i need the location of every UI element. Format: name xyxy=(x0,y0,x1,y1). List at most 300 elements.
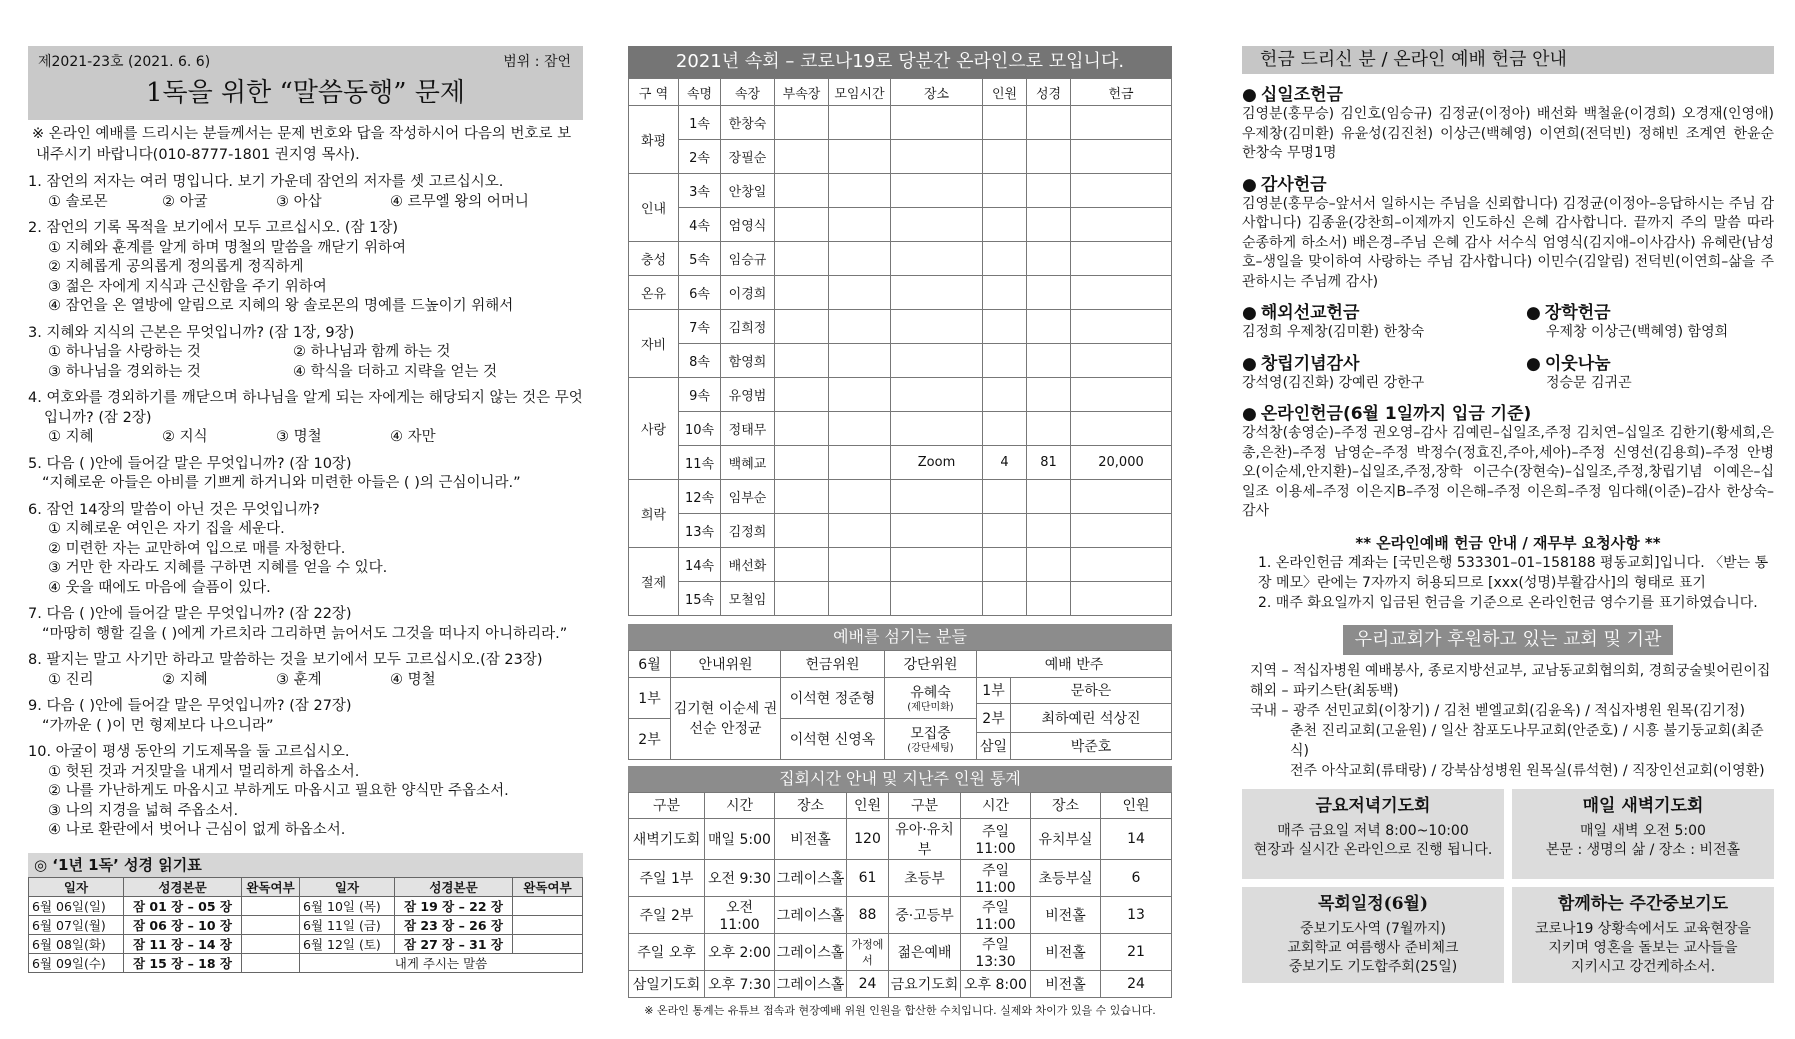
leader-cell: 임부순 xyxy=(721,480,775,514)
stats-cell: 주일 2부 xyxy=(629,897,705,934)
question-3 xyxy=(28,324,583,383)
stats-cell: 120 xyxy=(847,819,889,860)
leader-cell: 임승규 xyxy=(721,242,775,276)
question-stem: 7. 다음 ( )안에 들어갈 말은 무엇입니까? (잠 22장) xyxy=(28,606,352,622)
done-checkbox[interactable] xyxy=(242,915,300,934)
region-cell: 절제 xyxy=(629,548,679,616)
region-cell: 사랑 xyxy=(629,378,679,480)
group-cell: 13속 xyxy=(679,514,721,548)
table-row xyxy=(629,276,1172,310)
column-header: 인원 xyxy=(847,792,889,819)
column-header: 시간 xyxy=(705,792,775,819)
option: ③ 명철 xyxy=(276,429,322,445)
date-cell: 6월 08일(화) xyxy=(29,934,124,953)
notice-heading: ** 온라인예배 헌금 안내 / 재무부 요청사항 ** xyxy=(1355,533,1661,552)
done-checkbox[interactable] xyxy=(513,934,583,953)
region-cell: 인내 xyxy=(629,174,679,242)
region-cell: 온유 xyxy=(629,276,679,310)
passage-cell: 잠 06 장 – 10 장 xyxy=(124,915,242,934)
option: ② 지혜 xyxy=(162,671,208,688)
altar-note: (제단미화) xyxy=(907,702,954,713)
altar-name: 유혜숙 xyxy=(910,685,951,701)
column-header: 헌금 xyxy=(1071,79,1172,106)
service-label: 2부 xyxy=(629,718,671,759)
box-title: 금요저녁기도회 xyxy=(1315,795,1431,816)
column-header: 구분 xyxy=(889,792,961,819)
box-title: 목회일정(6월) xyxy=(1317,893,1429,914)
bullet-icon: ● xyxy=(1242,303,1257,323)
group-cell: 6속 xyxy=(679,276,721,310)
stats-cell: 유아·유치부 xyxy=(889,819,961,860)
stats-note: ※ 온라인 통계는 유튜브 접속과 현장예배 위원 인원을 합산한 수치입니다. 실제와 차이가 있을 수 있습니다. xyxy=(644,1003,1156,1017)
question-stem: 6. 잠언 14장의 말씀이 아닌 것은 무엇입니까? xyxy=(28,501,320,518)
altar-note: (강단세팅) xyxy=(907,743,954,754)
table-row xyxy=(29,953,583,972)
box-line: 코로나19 상황속에서도 교육현장을 xyxy=(1534,920,1752,937)
table-row xyxy=(629,106,1172,140)
section-heading xyxy=(1242,349,1508,374)
leader-cell: 정태무 xyxy=(721,412,775,446)
column-header: 일자 xyxy=(300,877,395,896)
bullet-icon: ● xyxy=(1526,353,1541,374)
table-row xyxy=(629,446,1172,480)
stats-cell: 13 xyxy=(1101,897,1172,934)
leader-cell: 김정희 xyxy=(721,514,775,548)
question-1 xyxy=(28,173,583,212)
leader-cell: 안창일 xyxy=(721,174,775,208)
offering-column xyxy=(1242,46,1774,983)
column-header: 예배 반주 xyxy=(977,651,1172,678)
column-header: 구 역 xyxy=(629,79,679,106)
altar-cell xyxy=(885,718,977,759)
people-cell: 4 xyxy=(983,446,1027,480)
done-checkbox[interactable] xyxy=(242,896,300,915)
column-header: 성경 xyxy=(1027,79,1071,106)
column-header: 부속장 xyxy=(775,79,829,106)
bullet-icon: ● xyxy=(1242,404,1257,424)
column-header: 인원 xyxy=(1101,792,1172,819)
stats-cell: 6 xyxy=(1101,860,1172,897)
option: ③ 훈계 xyxy=(276,671,322,688)
table-row xyxy=(629,971,1172,998)
question-5 xyxy=(28,455,583,494)
leader-cell: 이경희 xyxy=(721,276,775,310)
support-line: 국내 – 광주 선민교회(이창기) / 김천 벧엘교회(김윤옥) / 적십자병원 원목(김기정) xyxy=(1250,702,1745,719)
passage-cell: 잠 01 장 – 05 장 xyxy=(124,896,242,915)
tithe-list: 김영분(홍무승) 김인호(임승규) 김정균(이정아) 배선화 백철윤(이경희) 오경재(인영애) 우제창(김미환) 유윤성(김진천) 이상근(백혜영) 이연희(전덕빈) 정해빈 조계연 한윤순 한창숙 무명1명 xyxy=(1242,106,1774,161)
reading-plan-table xyxy=(28,877,583,973)
stats-cell: 비전홀 xyxy=(775,819,847,860)
option: ② 아굴 xyxy=(162,193,208,210)
option: ① 지혜와 훈계를 알게 하며 명철의 말씀을 깨닫기 위하여 xyxy=(48,239,407,256)
group-cell: 3속 xyxy=(679,174,721,208)
servants-table xyxy=(628,650,1172,760)
stats-cell: 비전홀 xyxy=(1031,897,1101,934)
neighbor-list: 정승문 김귀곤 xyxy=(1546,374,1632,391)
option: ② 하나님과 함께 하는 것 xyxy=(293,344,451,360)
bullet-icon: ● xyxy=(1242,174,1257,195)
stats-cell: 젊은예배 xyxy=(889,934,961,971)
option: ③ 아삽 xyxy=(276,193,322,210)
column-header: 장소 xyxy=(775,792,847,819)
mission-title: 해외선교헌금 xyxy=(1260,303,1360,323)
leader-cell: 김희정 xyxy=(721,310,775,344)
altar-cell xyxy=(885,677,977,718)
column-header: 인원 xyxy=(983,79,1027,106)
support-line: 지역 – 적십자병원 예배봉사, 종로지방선교부, 교남동교회협의회, 경희궁술빛어린이집 xyxy=(1250,662,1771,679)
notice-item: 2. 매주 화요일까지 입금된 헌금을 기준으로 온라인헌금 영수기를 표기하였습니다. xyxy=(1258,594,1758,611)
option: ④ 르무엘 왕의 어머니 xyxy=(390,193,529,210)
question-stem: 5. 다음 ( )안에 들어갈 말은 무엇입니까? (잠 10장) xyxy=(28,455,352,472)
passage-cell: 잠 27 장 – 31 장 xyxy=(395,934,513,953)
option: ① 진리 xyxy=(48,671,94,688)
stats-cell: 초등부 xyxy=(889,860,961,897)
stats-cell: 61 xyxy=(847,860,889,897)
passage-cell: 잠 23 장 – 26 장 xyxy=(395,915,513,934)
group-cell: 11속 xyxy=(679,446,721,480)
reading-plan-title: ◎ ‘1년 1독’ 성경 읽기표 xyxy=(28,853,583,877)
online-list: 강석창(송영순)–주정 권오영–감사 김예린–십일조,주정 김치연–십일조 김한기(황세희,은총,은찬)–주정 남영순–주정 박정수(정효진,주아,세아)–주정 신영선(김용희)–주정 안병오(이순세,안지환)–십일조,주정,장학 이근수(장현숙)–십일조,주정,창립기념 이예은–십일조 이용세–주정 이은지B–주정 이은해–주정 이은희–주정 임다해(이준)–감사 한상숙–감사 xyxy=(1242,425,1774,519)
question-4 xyxy=(28,389,583,448)
notice-item: 1. 온라인헌금 계좌는 [국민은행 533301–01–158188 평동교회]입니다. 〈받는 통장 메모〉란에는 7자까지 허용되므로 [xxx(성명)부활감사]의 형태로 표기 xyxy=(1258,554,1769,591)
guides-cell: 김기현 이순세 권선순 안정균 xyxy=(671,677,781,759)
support-list xyxy=(1242,661,1774,781)
box-title: 함께하는 주간중보기도 xyxy=(1557,893,1729,914)
stats-cell: 14 xyxy=(1101,819,1172,860)
column-header: 6월 xyxy=(629,651,671,678)
column-header: 헌금위원 xyxy=(781,651,885,678)
box-line: 매주 금요일 저녁 8:00~10:00 xyxy=(1277,822,1469,839)
bullet-icon: ● xyxy=(1526,303,1541,323)
question-quote: “마땅히 행할 길을 ( )에게 가르치라 그리하면 늙어서도 그것을 떠나지 아니하리라.” xyxy=(42,625,568,642)
group-cell: 9속 xyxy=(679,378,721,412)
stats-cell: 주일 11:00 xyxy=(961,860,1031,897)
option: ① 하나님을 사랑하는 것 xyxy=(48,344,201,360)
bible-cell: 81 xyxy=(1027,446,1071,480)
stats-cell: 새벽기도회 xyxy=(629,819,705,860)
question-stem: 3. 지혜와 지식의 근본은 무엇입니까? (잠 1장, 9장) xyxy=(28,324,355,341)
table-row xyxy=(629,344,1172,378)
stats-cell: 그레이스홀 xyxy=(775,971,847,998)
column-header: 일자 xyxy=(29,877,124,896)
stats-cell: 주일 1부 xyxy=(629,860,705,897)
option: ② 미련한 자는 교만하여 입으로 매를 자청한다. xyxy=(48,540,346,557)
question-list xyxy=(28,173,583,841)
friday-prayer-box xyxy=(1242,789,1504,879)
stats-cell: 초등부실 xyxy=(1031,860,1101,897)
done-checkbox[interactable] xyxy=(513,896,583,915)
done-checkbox[interactable] xyxy=(242,953,300,972)
group-cell: 7속 xyxy=(679,310,721,344)
stats-cell: 주일 오후 xyxy=(629,934,705,971)
box-line: 현장과 실시간 온라인으로 진행 됩니다. xyxy=(1253,841,1493,858)
date-cell: 6월 07일(월) xyxy=(29,915,124,934)
question-7 xyxy=(28,605,583,644)
service-label: 1부 xyxy=(629,677,671,718)
column-header: 성경본문 xyxy=(124,877,242,896)
table-row xyxy=(629,860,1172,897)
group-cell: 5속 xyxy=(679,242,721,276)
question-stem: 9. 다음 ( )안에 들어갈 말은 무엇입니까? (잠 27장) xyxy=(28,698,352,714)
issue-number: 제2021-23호 (2021. 6. 6) xyxy=(38,54,211,70)
offering-staff-cell: 이석현 신영옥 xyxy=(781,718,885,759)
stats-cell: 주일 11:00 xyxy=(961,897,1031,934)
weekly-intercession-box xyxy=(1512,887,1774,983)
region-cell: 화평 xyxy=(629,106,679,174)
found-list: 강석영(김진화) 강예린 강한구 xyxy=(1242,374,1425,391)
box-line: 매일 새벽 오전 5:00 xyxy=(1580,822,1706,839)
option: ④ 명철 xyxy=(390,671,436,688)
date-cell: 6월 10일 (목) xyxy=(300,896,395,915)
section-heading xyxy=(1242,399,1774,424)
stats-cell: 유치부실 xyxy=(1031,819,1101,860)
option: ② 지혜롭게 공의롭게 정의롭게 정직하게 xyxy=(48,259,304,275)
quiz-column xyxy=(28,46,583,973)
date-cell: 6월 06일(일) xyxy=(29,896,124,915)
question-10 xyxy=(28,743,583,841)
section-heading xyxy=(1526,298,1774,323)
box-line: 중보기도 기도합주회(25일) xyxy=(1288,958,1458,975)
stats-title: 집회시간 안내 및 지난주 인원 통계 xyxy=(628,766,1172,792)
stats-cell: 비전홀 xyxy=(1031,971,1101,998)
question-stem: 8. 팔지는 말고 사기만 하라고 말씀하는 것을 보기에서 모두 고르십시오.(잠 23장) xyxy=(28,652,543,668)
question-9 xyxy=(28,697,583,736)
group-cell: 14속 xyxy=(679,548,721,582)
table-row xyxy=(629,480,1172,514)
column-header: 강단위원 xyxy=(885,651,977,678)
question-2 xyxy=(28,219,583,317)
table-row xyxy=(629,378,1172,412)
option: ④ 잠언을 온 열방에 알림으로 지혜의 왕 솔로몬의 명예를 드높이기 위해서 xyxy=(48,298,514,314)
option: ① 헛된 것과 거짓말을 내게서 멀리하게 하옵소서. xyxy=(48,763,360,780)
stats-cell: 오후 8:00 xyxy=(961,971,1031,998)
column-header: 구분 xyxy=(629,792,705,819)
issue-range: 범위 : 잠언 xyxy=(503,54,571,70)
stats-cell: 금요기도회 xyxy=(889,971,961,998)
support-line: 전주 아삭교회(류태랑) / 강북삼성병원 원목실(류석현) / 직장인선교회(이영환) xyxy=(1290,762,1765,779)
option: ③ 거만 한 자라도 지혜를 구하면 지혜를 얻을 수 있다. xyxy=(48,560,388,576)
stats-cell: 88 xyxy=(847,897,889,934)
band-name: 박준호 xyxy=(1011,733,1172,760)
support-line: 춘천 진리교회(고윤원) / 일산 참포도나무교회(안준호) / 시흥 불기둥교회(최준식) xyxy=(1290,722,1764,759)
table-row xyxy=(629,140,1172,174)
column-header: 장소 xyxy=(1031,792,1101,819)
option: ③ 하나님을 경외하는 것 xyxy=(48,363,201,380)
place-cell: Zoom xyxy=(891,446,983,480)
date-cell: 6월 11일 (금) xyxy=(300,915,395,934)
section-heading xyxy=(1526,349,1774,374)
column-header: 성경본문 xyxy=(395,877,513,896)
table-row xyxy=(629,548,1172,582)
band-name: 문하은 xyxy=(1011,677,1172,704)
section-heading xyxy=(1242,170,1774,195)
option: ① 솔로몬 xyxy=(48,193,108,210)
leader-cell: 배선화 xyxy=(721,548,775,582)
box-title: 매일 새벽기도회 xyxy=(1582,795,1704,816)
stats-cell: 중·고등부 xyxy=(889,897,961,934)
meeting-title: 2021년 속회 – 코로나19로 당분간 온라인으로 모입니다. xyxy=(628,46,1172,78)
table-row xyxy=(629,242,1172,276)
leader-cell: 백혜교 xyxy=(721,446,775,480)
table-row xyxy=(629,819,1172,860)
question-quote: “가까운 ( )이 먼 형제보다 나으니라” xyxy=(42,717,274,734)
thanks-title: 감사헌금 xyxy=(1260,174,1327,195)
leader-cell: 한창숙 xyxy=(721,106,775,140)
group-cell: 10속 xyxy=(679,412,721,446)
section-heading xyxy=(1242,298,1508,323)
table-row xyxy=(29,934,583,953)
option: ③ 젊은 자에게 지식과 근신함을 주기 위하여 xyxy=(48,278,327,295)
found-title: 창립기념감사 xyxy=(1260,353,1360,374)
option: ① 지혜 xyxy=(48,429,94,445)
option: ④ 나로 환란에서 벗어나 근심이 없게 하옵소서. xyxy=(48,822,346,838)
stats-cell: 오전 11:00 xyxy=(705,897,775,934)
leader-cell: 엄영식 xyxy=(721,208,775,242)
leader-cell: 유영범 xyxy=(721,378,775,412)
leader-cell: 모철임 xyxy=(721,582,775,616)
group-cell: 4속 xyxy=(679,208,721,242)
date-cell: 6월 09일(수) xyxy=(29,953,124,972)
done-checkbox[interactable] xyxy=(513,915,583,934)
question-6 xyxy=(28,501,583,599)
question-stem: 10. 아굴이 평생 동안의 기도제목을 둘 고르십시오. xyxy=(28,744,350,760)
box-line: 중보기도사역 (7월까지) xyxy=(1300,920,1446,937)
meeting-table xyxy=(628,78,1172,616)
ministry-schedule-box xyxy=(1242,887,1504,983)
group-cell: 8속 xyxy=(679,344,721,378)
stats-cell: 주일 13:30 xyxy=(961,934,1031,971)
region-cell: 충성 xyxy=(629,242,679,276)
option: ② 지식 xyxy=(162,429,208,445)
group-cell: 2속 xyxy=(679,140,721,174)
thanks-list: 김영분(홍무승–앞서서 일하시는 주님을 신뢰합니다) 김정균(이정아–응답하시는 주님 감사합니다) 김종윤(강찬희–이제까지 인도하신 은혜 감사합니다. 끝까지 주의 말씀 따라 순종하게 하소서) 배은경–주님 은혜 감사 서수식 엄영식(김지애–이사감사) 유혜란(남성호–생일을 맞이하여 사랑하는 주님 감사합니다) 이민수(김알림) 전덕빈(이연희–삶을 주관하시는 주님께 감사) xyxy=(1242,195,1774,290)
column-header: 모임시간 xyxy=(829,79,891,106)
stats-cell: 주일 11:00 xyxy=(961,819,1031,860)
band-service: 1부 xyxy=(977,677,1011,704)
passage-cell: 잠 19 장 – 22 장 xyxy=(395,896,513,915)
column-header: 속명 xyxy=(679,79,721,106)
date-cell: 6월 12일 (토) xyxy=(300,934,395,953)
leader-cell: 함영희 xyxy=(721,344,775,378)
box-line: 본문 : 생명의 삶 / 장소 : 비전홀 xyxy=(1545,841,1741,858)
memo-label: 내게 주시는 말씀 xyxy=(300,953,583,972)
passage-cell: 잠 11 장 – 14 장 xyxy=(124,934,242,953)
option: ④ 자만 xyxy=(390,429,436,445)
page-title: 1독을 위한 “말씀동행” 문제 xyxy=(145,78,466,108)
passage-cell: 잠 15 장 – 18 장 xyxy=(124,953,242,972)
offering-title: 헌금 드리신 분 / 온라인 예배 헌금 안내 xyxy=(1242,46,1774,74)
stats-cell: 삼일기도회 xyxy=(629,971,705,998)
table-row xyxy=(629,310,1172,344)
region-cell: 자비 xyxy=(629,310,679,378)
neighbor-title: 이웃나눔 xyxy=(1544,353,1611,374)
bullet-icon: ● xyxy=(1242,353,1257,374)
bullet-icon: ● xyxy=(1242,85,1257,105)
servants-title: 예배를 섬기는 분들 xyxy=(628,624,1172,650)
box-line: 지키며 영혼을 돌보는 교사들을 xyxy=(1548,939,1738,956)
stats-cell: 그레이스홀 xyxy=(775,860,847,897)
done-checkbox[interactable] xyxy=(242,934,300,953)
column-header: 완독여부 xyxy=(242,877,300,896)
table-row xyxy=(29,896,583,915)
section-heading xyxy=(1242,80,1774,105)
schedule-column xyxy=(628,46,1172,1018)
band-name: 최하예린 석상진 xyxy=(1011,704,1172,733)
stats-table xyxy=(628,792,1172,998)
stats-cell: 그레이스홀 xyxy=(775,897,847,934)
scholar-title: 장학헌금 xyxy=(1544,303,1611,323)
tithe-title: 십일조헌금 xyxy=(1260,85,1343,105)
column-header: 안내위원 xyxy=(671,651,781,678)
table-row xyxy=(629,174,1172,208)
question-stem: 1. 잠언의 저자는 여러 명입니다. 보기 가운데 잠언의 저자를 셋 고르십시오. xyxy=(28,174,504,190)
stats-cell: 24 xyxy=(1101,971,1172,998)
stats-cell: 24 xyxy=(847,971,889,998)
table-row xyxy=(629,582,1172,616)
scholar-list: 우제창 이상근(백혜영) 함영희 xyxy=(1546,324,1729,340)
band-service: 삼일 xyxy=(977,733,1011,760)
altar-name: 모집중 xyxy=(910,726,951,742)
group-cell: 12속 xyxy=(679,480,721,514)
offering-cell: 20,000 xyxy=(1071,446,1172,480)
question-stem: 4. 여호와를 경외하기를 깨닫으며 하나님을 알게 되는 자에게는 해당되지 않는 것은 무엇입니까? (잠 2장) xyxy=(28,390,583,426)
region-cell: 희락 xyxy=(629,480,679,548)
question-8 xyxy=(28,651,583,690)
support-title: 우리교회가 후원하고 있는 교회 및 기관 xyxy=(1343,625,1673,655)
table-row xyxy=(629,897,1172,934)
band-service: 2부 xyxy=(977,704,1011,733)
option: ② 나를 가난하게도 마옵시고 부하게도 마옵시고 필요한 양식만 주옵소서. xyxy=(48,783,509,799)
box-line: 교회학교 여름행사 준비체크 xyxy=(1287,939,1459,956)
stats-cell: 비전홀 xyxy=(1031,934,1101,971)
table-row xyxy=(29,915,583,934)
option: ③ 나의 지경을 넓혀 주옵소서. xyxy=(48,802,239,819)
table-row xyxy=(629,934,1172,971)
option: ④ 학식을 더하고 지략을 얻는 것 xyxy=(293,363,498,380)
table-row xyxy=(629,412,1172,446)
question-stem: 2. 잠언의 기록 목적을 보기에서 모두 고르십시오. (잠 1장) xyxy=(28,220,399,236)
support-line: 해외 – 파키스탄(최동백) xyxy=(1250,682,1399,699)
table-row xyxy=(629,208,1172,242)
leader-cell: 장필순 xyxy=(721,140,775,174)
option: ① 지혜로운 여인은 자기 집을 세운다. xyxy=(48,521,285,537)
question-quote: “지혜로운 아들은 아비를 기쁘게 하거니와 미련한 아들은 ( )의 근심이니라.” xyxy=(42,475,521,491)
stats-cell: 21 xyxy=(1101,934,1172,971)
group-cell: 15속 xyxy=(679,582,721,616)
mission-list: 김정희 우제창(김미환) 한창숙 xyxy=(1242,324,1425,340)
column-header: 장소 xyxy=(891,79,983,106)
dawn-prayer-box xyxy=(1512,789,1774,879)
group-cell: 1속 xyxy=(679,106,721,140)
column-header: 시간 xyxy=(961,792,1031,819)
stats-cell: 그레이스홀 xyxy=(775,934,847,971)
box-line: 지키시고 강건케하소서. xyxy=(1570,958,1716,975)
intro-note: ※ 온라인 예배를 드리시는 분들께서는 문제 번호와 답을 작성하시어 다음의 번호로 보내주시기 바랍니다(010-8777-1801 권지영 목사). xyxy=(32,126,572,163)
column-header: 완독여부 xyxy=(513,877,583,896)
issue-header xyxy=(28,46,583,120)
stats-cell: 오후 2:00 xyxy=(705,934,775,971)
column-header: 속장 xyxy=(721,79,775,106)
info-boxes xyxy=(1242,789,1774,983)
stats-cell: 오후 7:30 xyxy=(705,971,775,998)
offering-staff-cell: 이석현 정준형 xyxy=(781,677,885,718)
stats-cell: 가정에서 xyxy=(847,934,889,971)
online-title: 온라인헌금(6월 1일까지 입금 기준) xyxy=(1260,404,1532,424)
stats-cell: 매일 5:00 xyxy=(705,819,775,860)
stats-cell: 오전 9:30 xyxy=(705,860,775,897)
option: ④ 웃을 때에도 마음에 슬픔이 있다. xyxy=(48,579,271,596)
table-row xyxy=(629,514,1172,548)
